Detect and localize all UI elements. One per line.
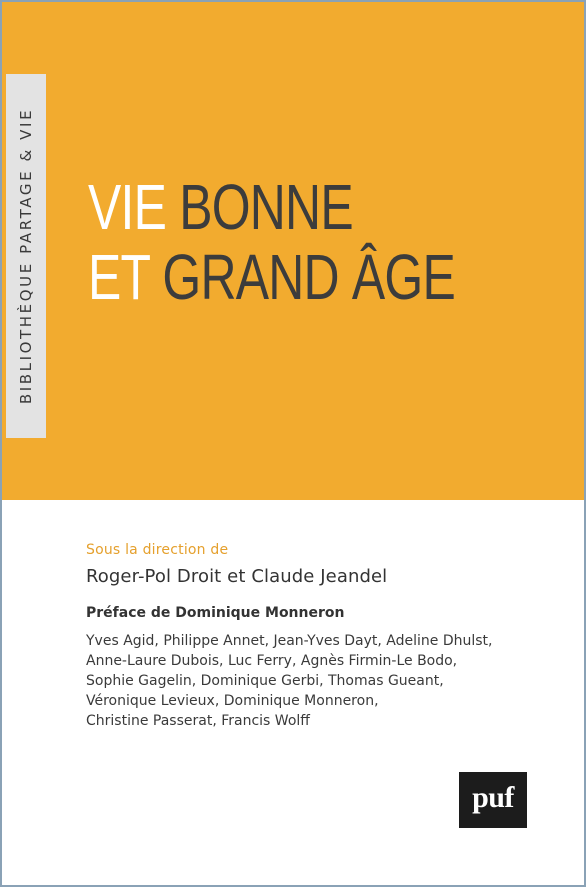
contributors-line: Véronique Levieux, Dominique Monneron,	[86, 693, 379, 709]
editors: Roger-Pol Droit et Claude Jeandel	[86, 566, 388, 587]
publisher-logo	[459, 772, 527, 828]
contributors-line: Anne-Laure Dubois, Luc Ferry, Agnès Firmin-Le Bodo,	[86, 653, 458, 669]
contributors-line: Yves Agid, Philippe Annet, Jean-Yves Dayt, Adeline Dhulst,	[86, 633, 493, 649]
title-line-1	[88, 172, 455, 242]
contributors-list	[86, 631, 493, 731]
publisher-logo-text: puf	[472, 781, 514, 814]
series-spine-label	[6, 74, 46, 438]
title-words-grand-age: GRAND ÂGE	[162, 241, 455, 313]
title-word-et: ET	[88, 241, 163, 313]
contributors-line: Christine Passerat, Francis Wolff	[86, 713, 310, 729]
credits-block	[86, 542, 493, 731]
contributors-line: Sophie Gagelin, Dominique Gerbi, Thomas Gueant,	[86, 673, 444, 689]
cover-top-band	[2, 2, 584, 500]
book-title	[88, 172, 455, 312]
preface-credit: Préface de Dominique Monneron	[86, 605, 345, 621]
title-word-bonne: BONNE	[179, 171, 353, 243]
series-name: BIBLIOTHÈQUE PARTAGE & VIE	[17, 107, 35, 405]
title-line-2	[88, 242, 455, 312]
direction-label: Sous la direction de	[86, 542, 229, 558]
title-word-vie: VIE	[88, 171, 180, 243]
